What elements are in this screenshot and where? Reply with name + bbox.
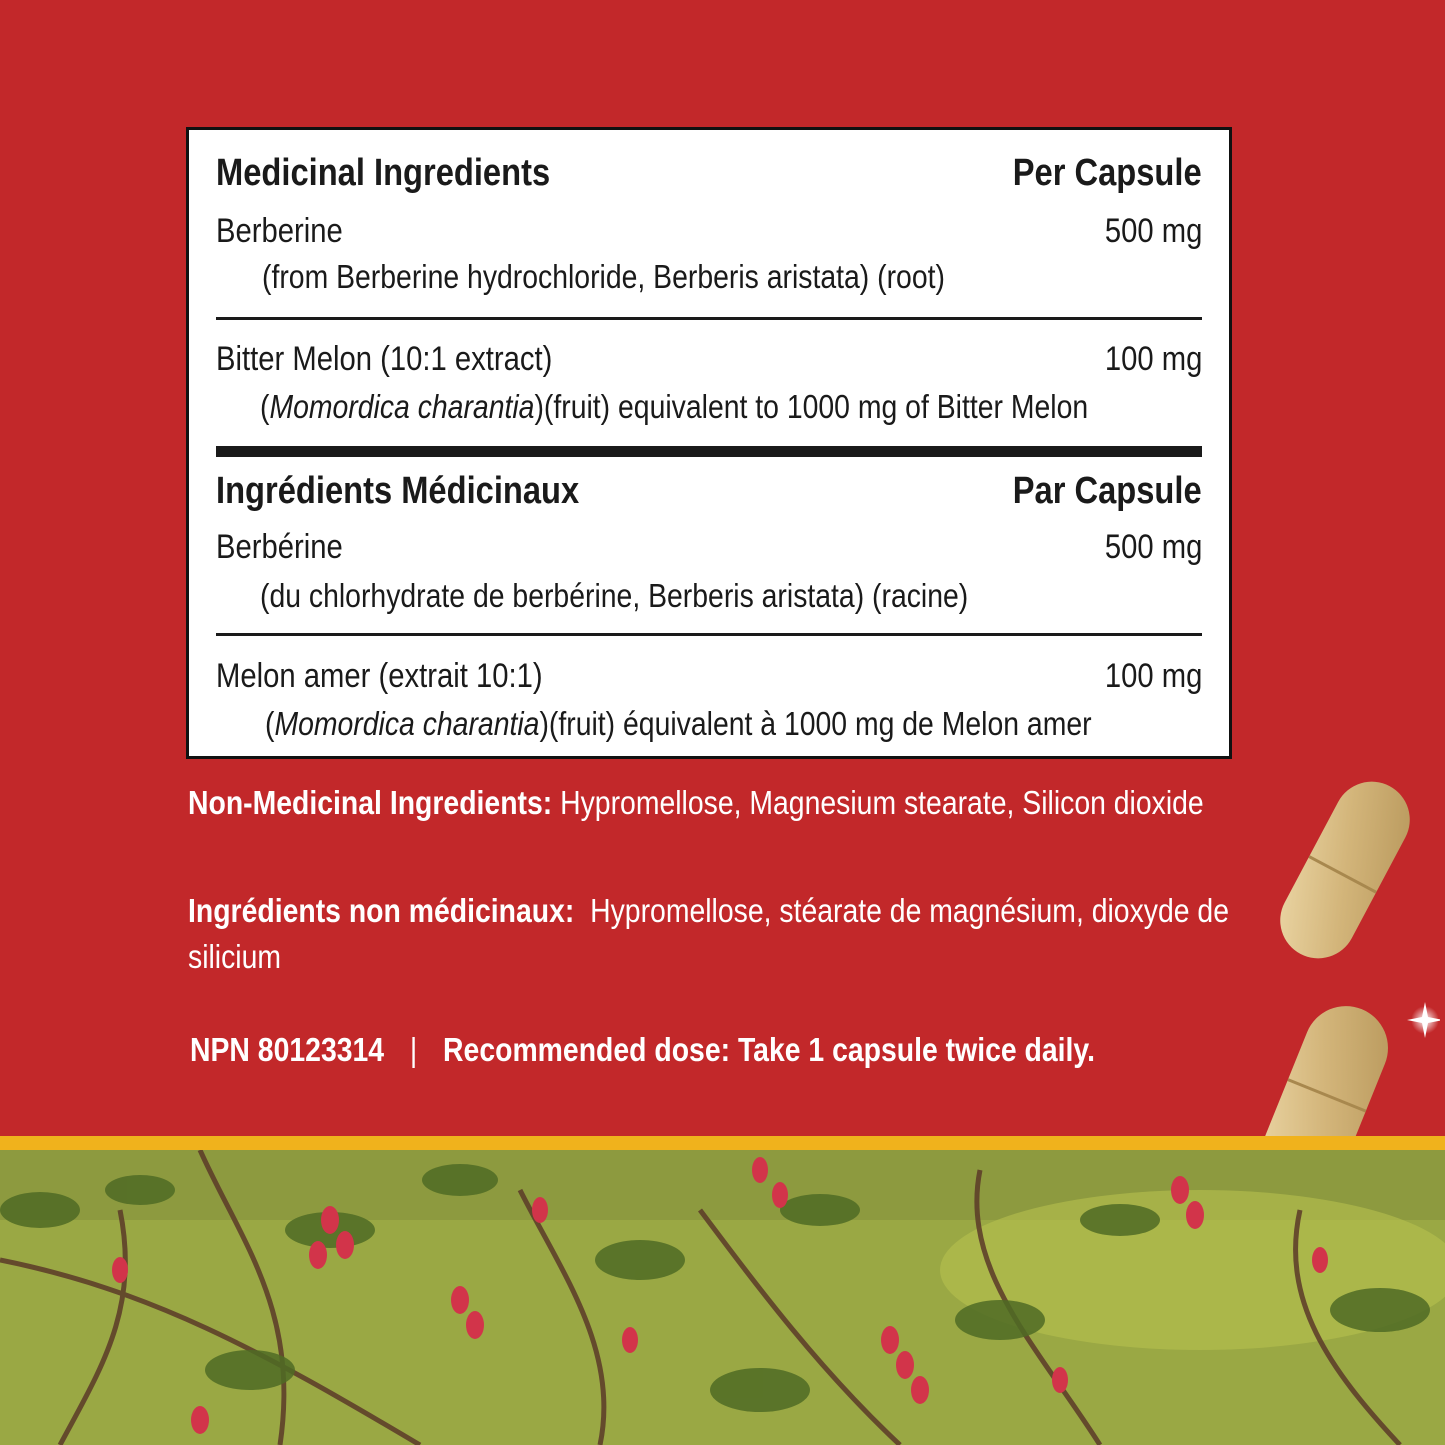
non-medicinal-fr-label: Ingrédients non médicinaux: — [188, 892, 575, 929]
non-medicinal-fr — [188, 888, 1254, 980]
capsule-upper — [1267, 770, 1423, 972]
en-item1-name: Berberine — [216, 212, 343, 250]
sparkle-icon — [1407, 1002, 1440, 1038]
fr-item2-detail-italic: Momordica charantia — [274, 705, 540, 742]
fr-item1-row — [216, 528, 1202, 567]
en-item1-detail-row — [262, 258, 1202, 296]
en-item2-detail-rest: )(fruit) equivalent to 1000 mg of Bitter Melon — [534, 388, 1089, 425]
npn-dose-line — [190, 1031, 1095, 1069]
en-header-right: Per Capsule — [1013, 152, 1202, 194]
non-medicinal-en — [188, 780, 1254, 826]
en-item2-detail-row — [260, 388, 1202, 426]
en-item2-name: Bitter Melon (10:1 extract) — [216, 340, 553, 378]
npn-number: NPN 80123314 — [190, 1031, 385, 1068]
fr-item1-detail-row — [260, 577, 1202, 615]
ingredients-panel — [186, 127, 1232, 759]
non-medicinal-en-label: Non-Medicinal Ingredients: — [188, 784, 553, 821]
fr-item2-amount: 100 mg — [1104, 657, 1202, 695]
barberry-bush-photo — [0, 1150, 1445, 1445]
fr-item1-detail: (du chlorhydrate de berbérine, Berberis aristata) (racine) — [260, 577, 969, 614]
en-item2-row — [216, 340, 1202, 379]
en-item2-detail-italic: Momordica charantia — [269, 388, 535, 425]
fr-item2-detail-rest: )(fruit) équivalent à 1000 mg de Melon amer — [539, 705, 1092, 742]
fr-item2-row — [216, 657, 1202, 696]
en-item1-amount: 500 mg — [1104, 212, 1202, 250]
en-header-left: Medicinal Ingredients — [216, 152, 551, 194]
en-item1-detail: (from Berberine hydrochloride, Berberis aristata) (root) — [262, 258, 945, 295]
fr-item2-detail-row — [265, 705, 1202, 743]
divider-thin — [216, 317, 1202, 320]
fr-header-left: Ingrédients Médicinaux — [216, 470, 580, 512]
recommended-dose: Recommended dose: Take 1 capsule twice daily. — [443, 1031, 1095, 1068]
barberry-bush-illustration — [0, 1150, 1445, 1445]
divider-thick — [216, 446, 1202, 457]
accent-strip — [0, 1136, 1445, 1150]
fr-item2-detail: (Momordica charantia)(fruit) équivalent à 1000 mg de Melon amer — [265, 705, 1092, 742]
en-item2-amount: 100 mg — [1104, 340, 1202, 378]
fr-item1-name: Berbérine — [216, 528, 343, 566]
fr-header-row — [216, 470, 1202, 513]
fr-item1-amount: 500 mg — [1104, 528, 1202, 566]
divider-thin-fr — [216, 633, 1202, 636]
en-item1-row — [216, 212, 1202, 251]
non-medicinal-fr-text: Hypromellose, stéarate de magnésium, dioxyde de silicium — [188, 892, 1237, 975]
npn-separator: | — [409, 1031, 418, 1068]
fr-item2-name: Melon amer (extrait 10:1) — [216, 657, 543, 695]
non-medicinal-en-text: Hypromellose, Magnesium stearate, Silicon dioxide — [552, 784, 1204, 821]
en-header-row — [216, 152, 1202, 195]
en-item2-detail: (Momordica charantia)(fruit) equivalent to 1000 mg of Bitter Melon — [260, 388, 1089, 425]
fr-header-right: Par Capsule — [1013, 470, 1202, 512]
